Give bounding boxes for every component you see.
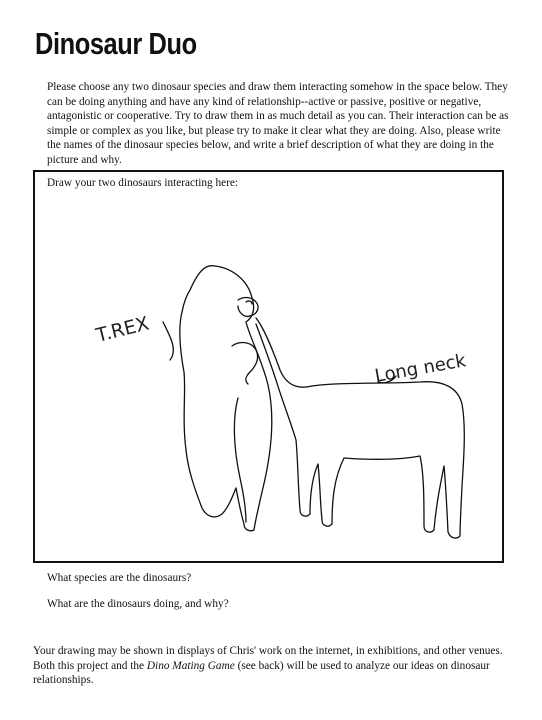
trex-label-pointer — [163, 322, 173, 360]
species-question: What species are the dinosaurs? — [47, 572, 192, 584]
trex-inner-line — [234, 398, 246, 522]
longneck-outline — [256, 318, 464, 538]
trex-arm — [232, 343, 258, 384]
activity-question: What are the dinosaurs doing, and why? — [47, 598, 229, 610]
handwritten-longneck-label: Long neck — [373, 350, 468, 387]
trex-eye — [246, 301, 252, 304]
footer-text-end: (see back) will be used to analyze our ideas on dinosaur relationships. — [33, 659, 490, 687]
instructions-paragraph: Please choose any two dinosaur species and draw them interacting somehow in the space below. They can be doing anything and have any kind of relationship--active or passive, positive or negative, antagonistic or cooperative. Try to draw them in as much detail as you can. Their interaction can be as simple or complex as you like, but please try to make it clear what they are doing. Also, please write the names of the dinosaur species below, and write a brief description of what they are doing in the picture and why. — [47, 81, 509, 166]
footer-note — [33, 644, 508, 688]
handwritten-trex-label: T.REX — [93, 312, 152, 347]
footer-text-start: Your drawing may be shown in displays of Chris' work on the internet, in exhibitions, and other venues. Both this project and the — [33, 645, 503, 672]
drawing-area-label: Draw your two dinosaurs interacting here: — [47, 177, 239, 189]
game-title: Dino Mating Game — [146, 659, 235, 672]
page-title: Dinosaur Duo — [35, 26, 197, 61]
